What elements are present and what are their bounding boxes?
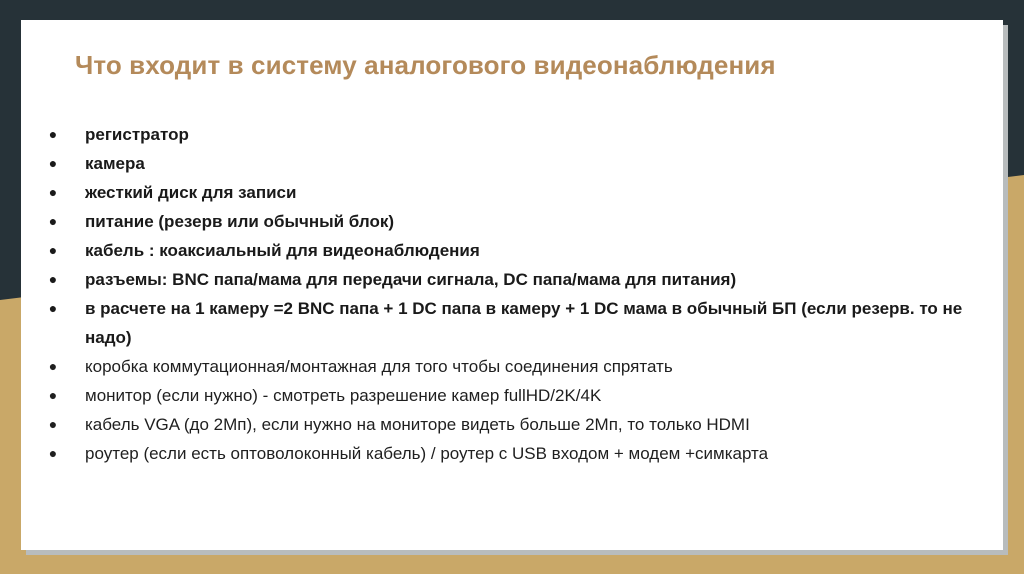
list-item (21, 352, 1003, 381)
bullet-icon: ● (48, 242, 58, 258)
list-item (21, 120, 1003, 149)
list-item-text: коробка коммутационная/монтажная для того чтобы соединения спрятать (85, 357, 673, 376)
list-item-text: в расчете на 1 камеру =2 BNC папа + 1 DC папа в камеру + 1 DC мама в обычный БП (если резерв. то не надо) (85, 299, 963, 347)
bullet-icon: ● (48, 445, 58, 461)
list-item-text: монитор (если нужно) - смотреть разрешение камер fullHD/2K/4K (85, 386, 602, 405)
list-item-text: питание (резерв или обычный блок) (85, 212, 394, 231)
list-item-text: роутер (если есть оптоволоконный кабель) / роутер с USB входом + модем +симкарта (85, 444, 769, 463)
list-item (21, 439, 1003, 468)
list-item (21, 381, 1003, 410)
list-item (21, 236, 1003, 265)
bullet-list (21, 120, 1003, 468)
bullet-icon: ● (48, 155, 58, 171)
bullet-icon: ● (48, 271, 58, 287)
bullet-icon: ● (48, 300, 58, 316)
bullet-icon: ● (48, 358, 58, 374)
list-item (21, 265, 1003, 294)
bullet-icon: ● (48, 416, 58, 432)
list-item (21, 178, 1003, 207)
slide-card (21, 20, 1003, 550)
bullet-icon: ● (48, 126, 58, 142)
bullet-icon: ● (48, 213, 58, 229)
list-item-text: жесткий диск для записи (85, 183, 297, 202)
list-item (21, 149, 1003, 178)
list-item (21, 410, 1003, 439)
bullet-icon: ● (48, 387, 58, 403)
list-item-text: камера (85, 154, 145, 173)
list-item-text: кабель VGA (до 2Мп), если нужно на мониторе видеть больше 2Мп, то только HDMI (85, 415, 750, 434)
list-item-text: кабель : коаксиальный для видеонаблюдения (85, 241, 480, 260)
list-item-text: регистратор (85, 125, 189, 144)
bullet-icon: ● (48, 184, 58, 200)
list-item-text: разъемы: BNC папа/мама для передачи сигнала, DC папа/мама для питания) (85, 270, 737, 289)
slide-title: Что входит в систему аналогового видеонаблюдения (75, 50, 776, 80)
list-item (21, 294, 1003, 352)
list-item (21, 207, 1003, 236)
